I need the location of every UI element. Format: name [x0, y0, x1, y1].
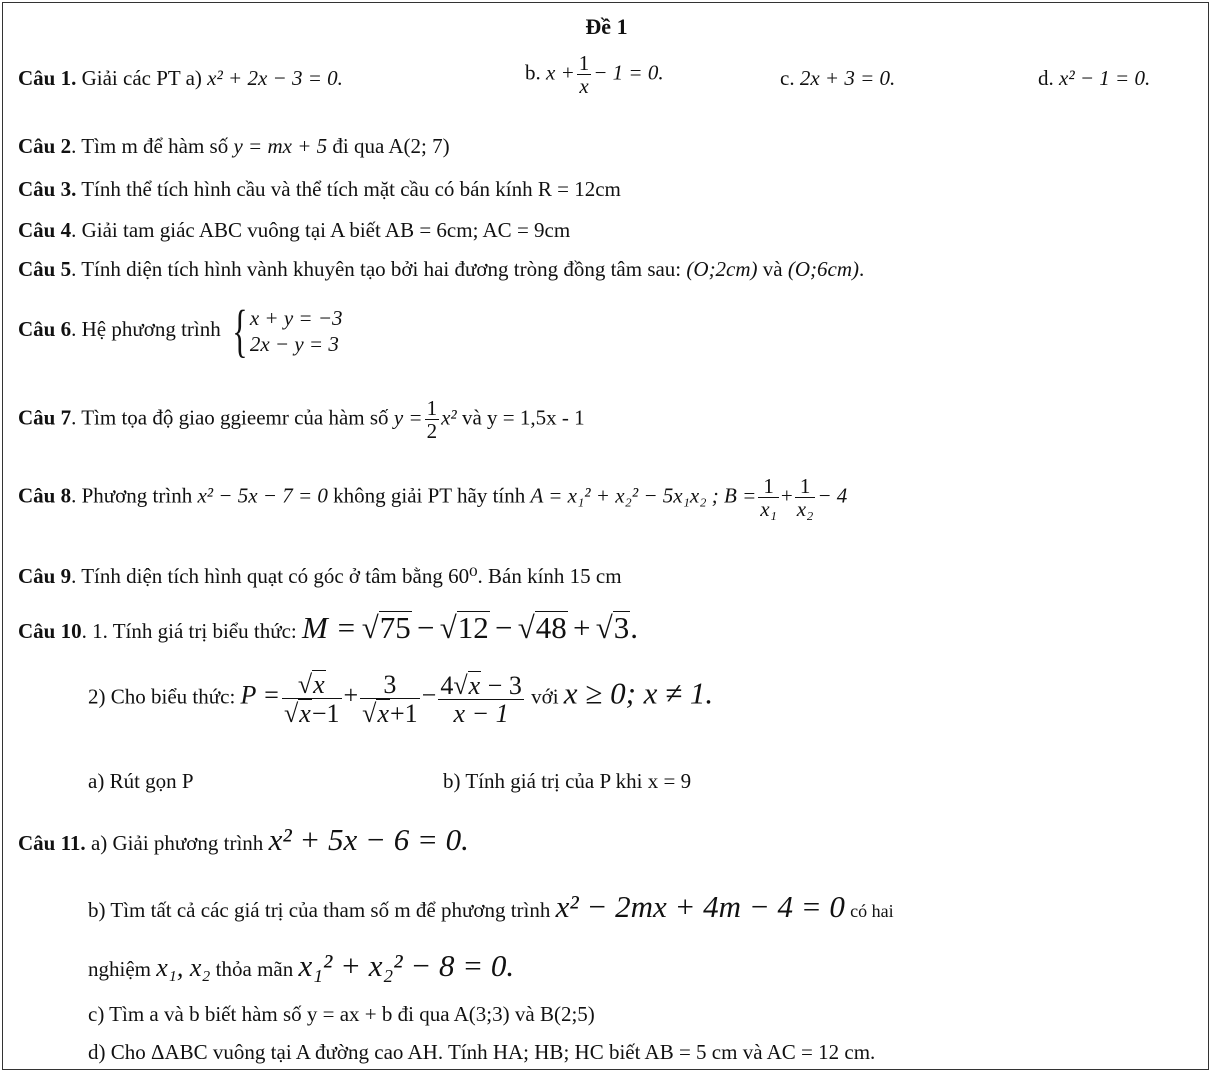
equation-11a: x² + 5x − 6 = 0.	[268, 822, 469, 857]
radicand-12: 12	[457, 610, 489, 645]
question-5-and: và	[762, 257, 783, 281]
question-7-and: và y = 1,5x - 1	[461, 405, 585, 430]
question-11b-cont	[88, 948, 514, 984]
question-4-label: Câu 4	[18, 218, 72, 242]
label-1b: b.	[525, 60, 541, 85]
fraction-8-1	[758, 475, 779, 520]
angle-value: 60⁰	[448, 564, 478, 588]
question-3	[18, 177, 621, 201]
eq-1b-lead: x +	[546, 60, 575, 85]
fraction-p-2-den-tail: +1	[390, 698, 418, 728]
system-brace: {	[232, 298, 248, 363]
question-7-text: . Tìm tọa độ giao ggieemr của hàm số	[71, 405, 389, 430]
question-11	[18, 822, 469, 858]
minus-1: −	[417, 610, 435, 645]
fraction-p-2-num: 3	[360, 671, 420, 699]
question-4-text: . Giải tam giác ABC vuông tại A biết AB = 6cm; AC = 9cm	[71, 218, 571, 242]
eq-7-lhs: y =	[393, 405, 423, 430]
question-1-label: Câu 1.	[18, 66, 77, 90]
plus-10: +	[573, 610, 591, 645]
question-6-text: . Hệ phương trình	[71, 316, 221, 341]
question-7-label: Câu 7	[18, 405, 72, 430]
circle-2: (O;6cm)	[787, 257, 860, 281]
eq-1b-tail: − 1 = 0.	[593, 60, 664, 85]
expression-p-line	[88, 670, 713, 728]
system-row-1: x + y = −3	[249, 305, 343, 330]
fraction-p-1-num-rad: x	[313, 670, 325, 699]
question-9-label: Câu 9	[18, 564, 72, 588]
question-3-text: Tính thể tích hình cầu và thể tích mặt cầu có bán kính R = 12cm	[81, 177, 621, 201]
label-1c: c.	[780, 66, 795, 90]
fraction-p-3-den: x − 1	[453, 698, 509, 728]
question-1-intro: Giải các PT a)	[81, 66, 202, 90]
question-5	[18, 257, 864, 281]
fraction-p-2-den: √x+1	[362, 698, 418, 728]
equation-2: y = mx + 5	[233, 134, 328, 158]
fraction-p-3-num-tail: − 3	[487, 670, 522, 700]
equation-system	[226, 298, 343, 363]
fraction-p-3	[438, 671, 524, 728]
fraction-8-1-num: 1	[758, 475, 779, 498]
fraction-p-3-num-rad: x	[468, 670, 481, 700]
question-2-text: . Tìm m để hàm số	[71, 134, 229, 158]
question-9-text: . Tính diện tích hình quạt có góc ở tâm bằng	[71, 564, 443, 588]
question-11d: d) Cho ΔABC vuông tại A đường cao AH. Tính HA; HB; HC biết AB = 5 cm và AC = 12 cm.	[88, 1040, 876, 1064]
question-2	[18, 134, 450, 158]
fraction-p-1-den: √x−1	[284, 699, 340, 729]
question-1	[18, 66, 343, 90]
question-11b-text: b) Tìm tất cả các giá trị của tham số m để phương trình	[88, 898, 551, 922]
system-rows	[250, 305, 343, 358]
fraction-8-1-den: x₁	[760, 497, 777, 522]
radicand-75: 75	[379, 610, 411, 645]
question-11b	[88, 889, 894, 925]
expression-a: A = x₁² + x₂² − 5x₁x₂ ;	[530, 483, 719, 508]
equation-1c: 2x + 3 = 0.	[799, 66, 896, 90]
fraction-1b	[577, 52, 592, 97]
sub-question-a: a) Rút gọn P	[88, 769, 194, 793]
question-5-text: . Tính diện tích hình vành khuyên tạo bởi hai đương tròng đồng tâm sau:	[71, 257, 682, 281]
sqrt-12: √12	[439, 610, 489, 645]
question-9	[18, 564, 622, 588]
minus-p: −	[421, 680, 437, 710]
question-11-label: Câu 11.	[18, 831, 86, 855]
question-8-mid: không giải PT hãy tính	[333, 483, 526, 508]
fraction-7-num: 1	[426, 396, 438, 420]
question-8-label: Câu 8	[18, 483, 72, 508]
expression-p-intro: 2) Cho biểu thức:	[88, 684, 236, 709]
radicand-3: 3	[613, 610, 630, 645]
fraction-p-1-den-tail: −1	[311, 699, 340, 729]
equation-11b: x² − 2mx + 4m − 4 = 0	[555, 889, 845, 924]
question-11b-tail: có hai	[850, 901, 894, 921]
equation-8: x² − 5x − 7 = 0	[197, 483, 328, 508]
question-10-label: Câu 10	[18, 619, 82, 643]
question-11a-text: a) Giải phương trình	[90, 831, 264, 855]
radicand-48: 48	[535, 610, 567, 645]
fraction-p-3-num: 4√x − 3	[440, 670, 522, 700]
fraction-p-2	[360, 671, 420, 728]
question-7	[18, 397, 585, 442]
plus-8: +	[780, 483, 793, 508]
expr-m-end: .	[630, 610, 639, 645]
question-6	[18, 298, 343, 363]
question-10-text: . 1. Tính giá trị biểu thức:	[81, 619, 297, 643]
fraction-p-1	[282, 670, 342, 728]
plus-p: +	[343, 680, 359, 710]
page-title: Đề 1	[585, 14, 628, 39]
label-1d: d.	[1038, 66, 1054, 90]
question-6-label: Câu 6	[18, 316, 72, 341]
condition: x ≥ 0; x ≠ 1.	[563, 675, 714, 711]
question-8	[18, 475, 847, 520]
equation-1a: x² + 2x − 3 = 0.	[207, 66, 343, 90]
question-11b-pre: nghiệm	[88, 957, 151, 981]
system-row-2: 2x − y = 3	[249, 332, 339, 356]
equation-11b-cond: x₁² + x₂² − 8 = 0.	[298, 948, 515, 983]
circle-1: (O;2cm)	[686, 257, 758, 281]
expression-b-tail: − 4	[817, 483, 848, 508]
question-1c	[780, 66, 895, 90]
fraction-1b-den: x	[579, 74, 589, 99]
fraction-8-2	[795, 475, 816, 520]
question-11c: c) Tìm a và b biết hàm số y = ax + b đi qua A(3;3) và B(2;5)	[88, 1002, 595, 1026]
question-9-tail: . Bán kính 15 cm	[477, 564, 622, 588]
roots: x₁, x₂	[156, 953, 211, 982]
fraction-p-1-den-rad: x	[299, 699, 311, 729]
eq-7-tail: x²	[441, 405, 457, 430]
expr-m-lhs: M =	[302, 610, 357, 645]
fraction-8-2-den: x₂	[796, 497, 814, 522]
question-10	[18, 610, 638, 646]
fraction-7-den: 2	[426, 419, 438, 444]
question-1b	[525, 52, 664, 97]
equation-1d: x² − 1 = 0.	[1059, 66, 1151, 90]
question-2-tail: đi qua A(2; 7)	[332, 134, 450, 158]
fraction-8-2-num: 1	[795, 475, 816, 498]
question-3-label: Câu 3.	[18, 177, 77, 201]
fraction-1b-num: 1	[578, 51, 590, 75]
question-5-label: Câu 5	[18, 257, 72, 281]
question-4	[18, 218, 570, 242]
condition-pre: với	[531, 684, 559, 709]
fraction-p-1-num: √x	[282, 670, 342, 699]
fraction-p-2-den-rad: x	[377, 698, 389, 728]
question-8-text: . Phương trình	[71, 483, 193, 508]
fraction-p-3-coef: 4	[440, 670, 454, 700]
question-2-label: Câu 2	[18, 134, 72, 158]
expression-p-lhs: P =	[240, 680, 280, 710]
sqrt-75: √75	[361, 610, 411, 645]
minus-2: −	[495, 610, 513, 645]
question-11b-mid: thỏa mãn	[215, 957, 294, 981]
sub-question-b: b) Tính giá trị của P khi x = 9	[443, 769, 692, 793]
sqrt-3: √3	[595, 610, 630, 645]
expression-b-lhs: B =	[724, 483, 757, 508]
sqrt-48: √48	[517, 610, 567, 645]
fraction-7	[425, 397, 440, 442]
question-1d	[1038, 66, 1150, 90]
question-5-end: .	[859, 257, 865, 281]
